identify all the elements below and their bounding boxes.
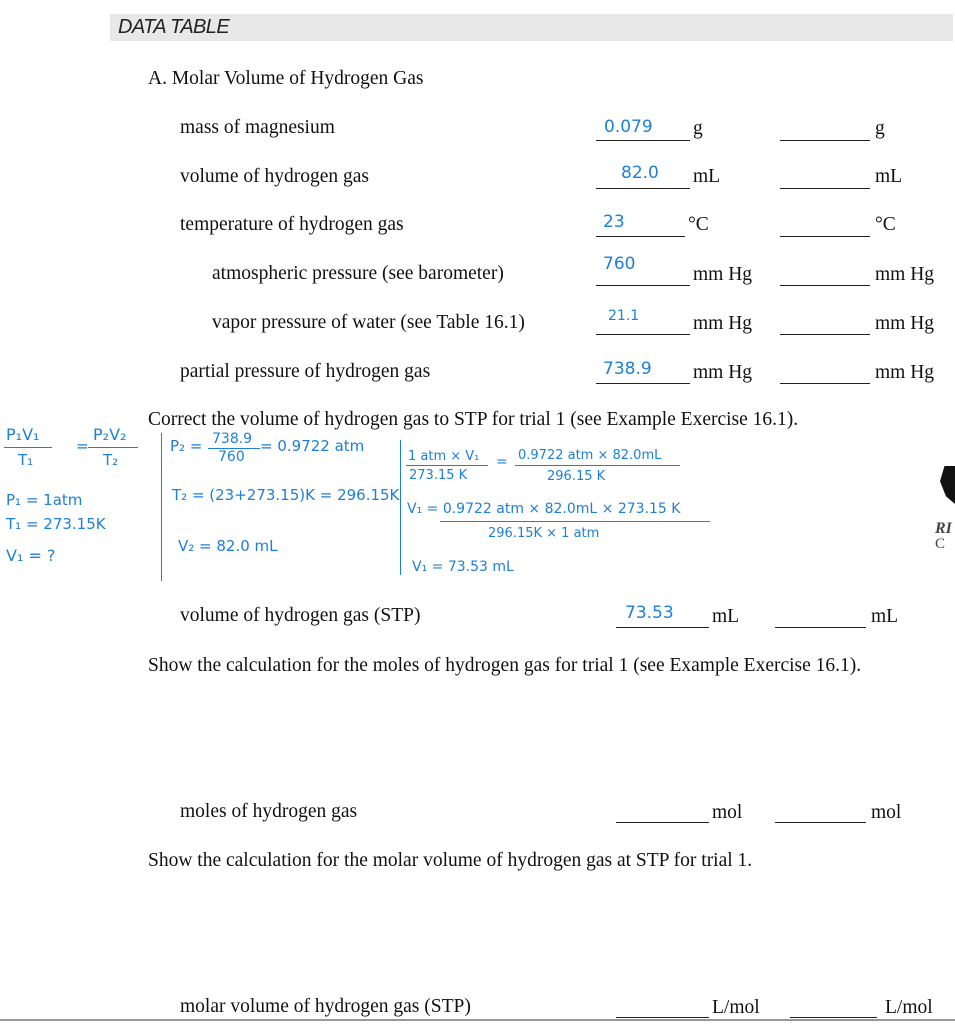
volume-trial2-line[interactable] (780, 188, 870, 189)
row-label-partial: partial pressure of hydrogen gas (180, 361, 431, 382)
moles-trial2-unit: mol (871, 802, 902, 823)
hw-eq-right-den: T₂ (103, 451, 119, 469)
hw-t1: T₁ = 273.15K (6, 515, 106, 533)
row-label-temperature: temperature of hydrogen gas (180, 214, 404, 235)
molar-instruction: Show the calculation for the molar volume of hydrogen gas at STP for trial 1. (148, 850, 753, 871)
stp-volume-trial1-line[interactable] (616, 627, 709, 628)
temperature-trial2-line[interactable] (780, 236, 870, 237)
atmospheric-trial1-unit: mm Hg (693, 264, 753, 285)
hw-p2-result: = 0.9722 atm (260, 437, 365, 455)
hw-ratio-left-num: 1 atm × V₁ (408, 449, 480, 464)
partial-trial1-line[interactable] (596, 383, 690, 384)
partial-trial1-unit: mm Hg (693, 362, 753, 383)
temperature-trial2-unit: °C (875, 214, 896, 235)
hw-divider-left (161, 433, 162, 581)
vapor-trial1-unit: mm Hg (693, 313, 753, 334)
atmospheric-trial2-line[interactable] (780, 285, 870, 286)
molar-trial2-unit: L/mol (885, 997, 933, 1018)
hw-t2: T₂ = (23+273.15)K = 296.15K (172, 486, 400, 504)
hw-ratio-right-num: 0.9722 atm × 82.0mL (518, 448, 662, 463)
hw-v1: V₁ = ? (6, 546, 56, 565)
hw-v1-solve-bar (440, 521, 710, 522)
stp-volume-trial2-line[interactable] (775, 627, 866, 628)
row-label-atmospheric: atmospheric pressure (see barometer) (212, 263, 504, 284)
hw-eq-equals: = (76, 437, 89, 455)
temperature-trial1-value: 23 (603, 212, 625, 232)
mass-trial1-line[interactable] (596, 140, 690, 141)
hw-v2: V₂ = 82.0 mL (178, 537, 278, 555)
moles-trial1-unit: mol (712, 802, 743, 823)
partial-trial2-line[interactable] (780, 383, 870, 384)
temperature-trial1-line[interactable] (596, 236, 685, 237)
atmospheric-trial1-line[interactable] (596, 285, 690, 286)
hw-ratio-right-den: 296.15 K (547, 469, 606, 484)
row-label-moles: moles of hydrogen gas (180, 801, 358, 822)
volume-trial2-unit: mL (875, 166, 903, 187)
atmospheric-trial1-value: 760 (603, 254, 636, 274)
row-label-molar: molar volume of hydrogen gas (STP) (180, 996, 471, 1017)
hw-eq-left-num: P₁V₁ (6, 425, 40, 444)
molar-trial1-line[interactable] (616, 1017, 709, 1018)
hw-p2-num: 738.9 (212, 431, 253, 447)
volume-trial1-unit: mL (693, 166, 721, 187)
hw-p2-den: 760 (218, 449, 245, 465)
cropped-text-top: RI (935, 520, 952, 537)
hw-ratio-left-bar (406, 465, 488, 466)
hw-ratio-left-den: 273.15 K (409, 468, 468, 483)
stp-volume-trial2-unit: mL (871, 606, 899, 627)
vapor-trial2-line[interactable] (780, 334, 870, 335)
molar-trial2-line[interactable] (790, 1017, 877, 1018)
partial-trial1-value: 738.9 (603, 359, 652, 379)
volume-trial1-value: 82.0 (621, 163, 659, 183)
bottom-rule (0, 1019, 955, 1021)
mass-trial2-line[interactable] (780, 140, 870, 141)
moles-instruction: Show the calculation for the moles of hydrogen gas for trial 1 (see Example Exercise 16.1). (148, 655, 862, 676)
row-label-volume: volume of hydrogen gas (180, 166, 370, 187)
cropped-text-bottom: C (935, 536, 946, 552)
vapor-trial1-value: 21.1 (608, 308, 640, 324)
data-table-header (110, 14, 953, 41)
vapor-trial2-unit: mm Hg (875, 313, 935, 334)
moles-trial1-line[interactable] (616, 822, 709, 823)
hw-v1-solve-den: 296.15K × 1 atm (488, 526, 600, 541)
hw-ratio-right-bar (515, 465, 680, 466)
mass-trial1-unit: g (693, 118, 703, 139)
mass-trial2-unit: g (875, 118, 885, 139)
hw-eq-right-num: P₂V₂ (93, 425, 127, 444)
vapor-trial1-line[interactable] (596, 334, 690, 335)
hw-p1: P₁ = 1atm (6, 491, 83, 509)
hw-divider-right (400, 440, 401, 575)
row-label-vapor: vapor pressure of water (see Table 16.1) (212, 312, 525, 333)
moles-trial2-line[interactable] (775, 822, 866, 823)
stp-volume-trial1-value: 73.53 (625, 603, 674, 623)
row-label-stp-volume: volume of hydrogen gas (STP) (180, 605, 421, 626)
stp-volume-trial1-unit: mL (712, 606, 740, 627)
partial-trial2-unit: mm Hg (875, 362, 935, 383)
molar-trial1-unit: L/mol (712, 997, 760, 1018)
stp-instruction: Correct the volume of hydrogen gas to STP for trial 1 (see Example Exercise 16.1). (148, 409, 799, 430)
hw-v1-result: V₁ = 73.53 mL (412, 559, 514, 575)
hw-ratio-equals: = (496, 454, 508, 470)
hw-eq-left-bar (4, 447, 52, 448)
atmospheric-trial2-unit: mm Hg (875, 264, 935, 285)
hw-eq-left-den: T₁ (18, 451, 34, 469)
mass-trial1-value: 0.079 (604, 117, 653, 137)
section-title: A. Molar Volume of Hydrogen Gas (148, 68, 424, 89)
hw-p2-prefix: P₂ = (170, 437, 203, 455)
cropped-figure-shape (940, 466, 955, 504)
hw-v1-solve-num: V₁ = 0.9722 atm × 82.0mL × 273.15 K (407, 501, 681, 517)
hw-eq-right-bar (88, 447, 138, 448)
volume-trial1-line[interactable] (596, 188, 690, 189)
data-table-title: DATA TABLE (118, 16, 230, 38)
row-label-mass: mass of magnesium (180, 117, 335, 138)
temperature-trial1-unit: °C (688, 214, 709, 235)
